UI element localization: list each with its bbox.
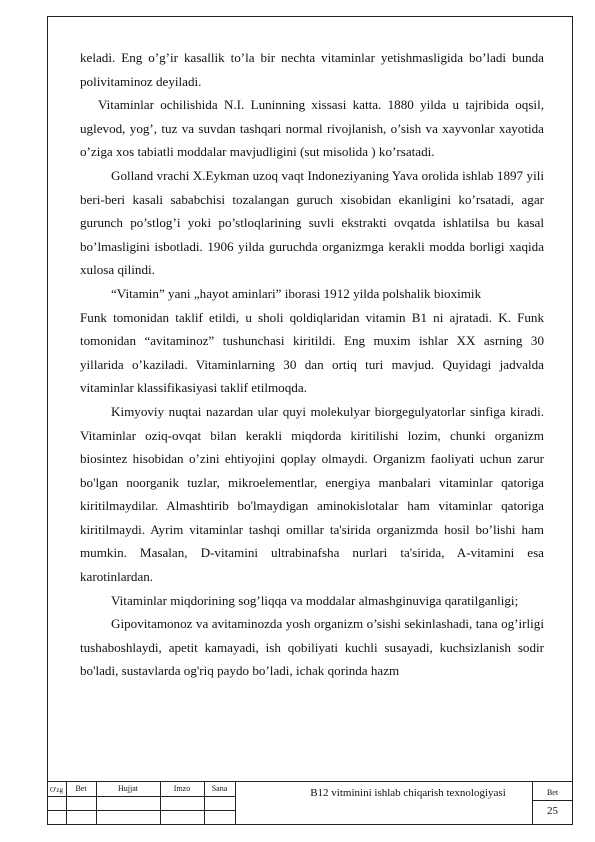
title-block-row-line (47, 810, 235, 811)
paragraph-6: Kimyoviy nuqtai nazardan ular quyi molekulyar biorgegulyatorlar sinfiga kiradi. Vitaminlar oziq-ovqat bilan kerakli miqdorda kiritilishi lozim, chunki organizm biosintez hisobidan o’zini ehtiyojini qoplay olmaydi. Organizm faoliyati uchun zarur bo'lgan noorganik tuzlar, mikroelementlar, energiya manbalari vitaminlar qatoriga kiritilmaydilar. Almashtirib bo'lmaydigan aminokislotalar ham vitaminlar qatoriga kiritilmaydi. Ayrim vitaminlar tashqi omillar ta'sirida organizmda hosil bo’lishi ham mumkin. Masalan, D-vitamini ultrabinafsha nurlari ta'sirida, A-vitamini esa karotinlardan. (80, 403, 544, 585)
title-block (47, 781, 573, 825)
col-bet-label: Bet (75, 784, 87, 793)
col-hujjat-label: Hujjat (118, 784, 138, 793)
col-ozg-label: O'zg (50, 786, 63, 794)
page-label: Bet (546, 788, 559, 797)
title-block-row-line (47, 796, 235, 797)
body-text (80, 46, 544, 683)
paragraph-1: keladi. Eng o’g’ir kasallik to’la bir nechta vitaminlar yetishmasligida bo’ladi bunda polivitaminoz deyiladi. (80, 50, 544, 89)
paragraph-4: “Vitamin” yani „hayot aminlari” iborasi 1912 yilda polshalik bioximik (111, 285, 482, 301)
col-sana-label: Sana (211, 784, 228, 793)
paragraph-5: Funk tomonidan taklif etildi, u sholi qoldiqlaridan vitamin B1 ni ajratadi. K. Funk tomonidan “avitaminoz” tushunchasi kiritildi. Eng muxim ishlar XX asrning 30 yillarida o’kaziladi. Vitaminlarning 30 dan ortiq turi mavjud. Quyidagi jadvalda vitaminlar klassifikasiyasi taklif etilmoqda. (80, 309, 544, 396)
paragraph-7: Vitaminlar miqdorining sog’liqqa va moddalar almashginuviga qaratilganligi; (111, 592, 519, 608)
col-imzo-label: Imzo (173, 784, 191, 793)
paragraph-2: Vitaminlar ochilishida N.I. Luninning xissasi katta. 1880 yilda u tajribida oqsil, uglevod, yog’, tuz va suvdan tashqari normal rivojlanish, o’sish va xayvonlar xayotida o’ziga xos tabiatli moddalar mavjudligini (sut misolida ) ko’rsatadi. (80, 97, 544, 160)
title-block-bet-line (532, 800, 573, 801)
document-title: B12 vitminini ishlab chiqarish texnologiyasi (310, 787, 506, 799)
page-number: 25 (547, 805, 558, 817)
paragraph-8: Gipovitamonoz va avitaminozda yosh organizm o’sishi sekinlashadi, tana og’irligi tushaboshlaydi, apetit kamayadi, ish qobiliyati kuchli susayadi, kuchsizlanish sodir bo'ladi, sustavlarda og'riq paydo bo’ladi, ichak qorinda hazm (80, 616, 544, 679)
title-block-top-line (47, 781, 573, 782)
title-block-divider (235, 781, 236, 825)
paragraph-3: Golland vrachi X.Eykman uzoq vaqt Indoneziyaning Yava orolida ishlab 1897 yili beri-beri kasali sababchisi tozalangan guruch xisobidan ekanligini ko’rsatadi, agar gurunch po’stlog’i yoki po’stloqlarining suvli ekstrakti ovqatda ishlatilsa bu kasal bo’lmasligini isbotladi. 1906 yilda guruchda organizmga kerakli modda borligi xaqida xulosa qilindi. (80, 167, 544, 278)
